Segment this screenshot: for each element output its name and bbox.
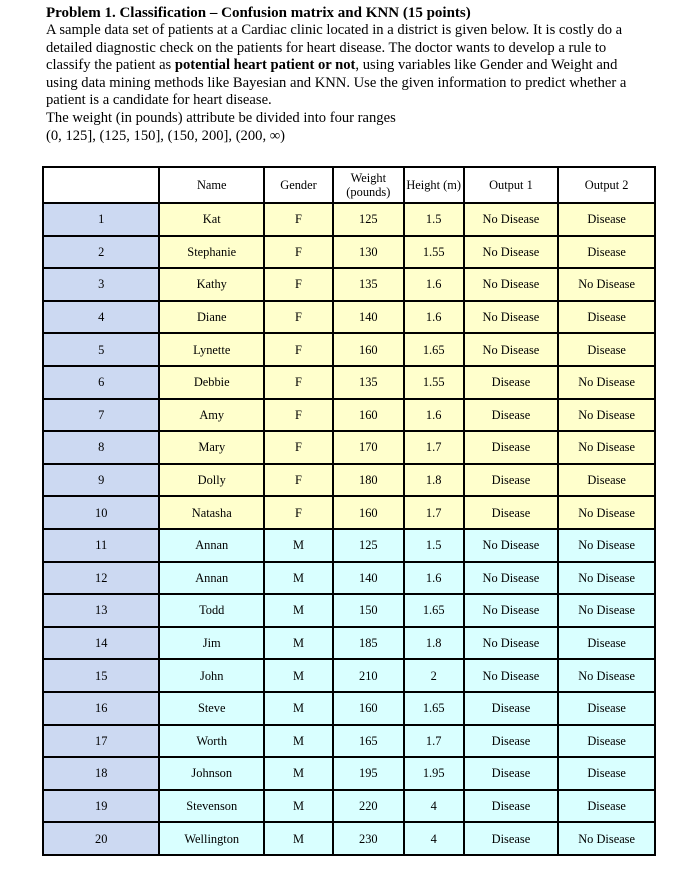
header-weight: Weight (pounds) bbox=[334, 168, 405, 204]
cell-weight: 125 bbox=[334, 204, 405, 237]
patient-data-table bbox=[42, 166, 656, 856]
cell-weight: 160 bbox=[334, 693, 405, 726]
table-row bbox=[44, 432, 656, 465]
header-index bbox=[44, 168, 160, 204]
intro-text-start: A sample data set of patients at a Cardiac clinic located in a district is given below. It is costly do a detailed diagnostic check on the patients for heart disease. The doctor wants to develop a rule to classify the patient as bbox=[46, 22, 623, 74]
cell-output-1: Disease bbox=[465, 791, 560, 824]
cell-gender: F bbox=[265, 269, 334, 302]
cell-gender: F bbox=[265, 204, 334, 237]
cell-output-1: Disease bbox=[465, 497, 560, 530]
cell-gender: M bbox=[265, 758, 334, 791]
row-index: 17 bbox=[44, 726, 160, 759]
cell-gender: F bbox=[265, 367, 334, 400]
intro-text-end: , using variables like Gender and Weight and using data mining methods like Bayesian and KNN. Use the given information to predict whether a patient is a candidate for heart disease. bbox=[46, 57, 627, 109]
problem-title: Problem 1. Classification – Confusion matrix and KNN (15 points) bbox=[46, 5, 471, 21]
cell-weight: 160 bbox=[334, 400, 405, 433]
row-index: 7 bbox=[44, 400, 160, 433]
cell-weight: 165 bbox=[334, 726, 405, 759]
cell-height: 4 bbox=[405, 823, 465, 856]
cell-output-1: Disease bbox=[465, 465, 560, 498]
cell-height: 1.55 bbox=[405, 367, 465, 400]
cell-name: Natasha bbox=[160, 497, 265, 530]
table-row bbox=[44, 367, 656, 400]
cell-weight: 160 bbox=[334, 497, 405, 530]
cell-name: Wellington bbox=[160, 823, 265, 856]
row-index: 5 bbox=[44, 334, 160, 367]
cell-output-1: Disease bbox=[465, 726, 560, 759]
cell-output-1: Disease bbox=[465, 823, 560, 856]
cell-gender: M bbox=[265, 823, 334, 856]
cell-output-2: Disease bbox=[559, 693, 656, 726]
cell-height: 1.5 bbox=[405, 204, 465, 237]
cell-weight: 140 bbox=[334, 563, 405, 596]
cell-output-2: No Disease bbox=[559, 497, 656, 530]
cell-gender: M bbox=[265, 791, 334, 824]
cell-height: 1.7 bbox=[405, 726, 465, 759]
cell-name: Debbie bbox=[160, 367, 265, 400]
cell-output-1: Disease bbox=[465, 432, 560, 465]
cell-weight: 220 bbox=[334, 791, 405, 824]
cell-output-1: No Disease bbox=[465, 595, 560, 628]
table-row bbox=[44, 660, 656, 693]
cell-gender: M bbox=[265, 563, 334, 596]
weight-ranges: (0, 125], (125, 150], (150, 200], (200, ∞) bbox=[46, 127, 286, 144]
cell-output-1: No Disease bbox=[465, 334, 560, 367]
cell-height: 1.6 bbox=[405, 302, 465, 335]
cell-output-1: No Disease bbox=[465, 628, 560, 661]
cell-height: 1.8 bbox=[405, 628, 465, 661]
cell-output-2: Disease bbox=[559, 334, 656, 367]
cell-height: 1.65 bbox=[405, 693, 465, 726]
cell-output-2: No Disease bbox=[559, 660, 656, 693]
row-index: 11 bbox=[44, 530, 160, 563]
header-name: Name bbox=[160, 168, 265, 204]
cell-output-2: No Disease bbox=[559, 269, 656, 302]
cell-output-1: Disease bbox=[465, 693, 560, 726]
cell-name: Kat bbox=[160, 204, 265, 237]
cell-weight: 135 bbox=[334, 367, 405, 400]
cell-gender: M bbox=[265, 530, 334, 563]
row-index: 16 bbox=[44, 693, 160, 726]
cell-weight: 140 bbox=[334, 302, 405, 335]
cell-output-1: No Disease bbox=[465, 237, 560, 270]
cell-output-1: No Disease bbox=[465, 302, 560, 335]
header-height: Height (m) bbox=[405, 168, 465, 204]
cell-weight: 130 bbox=[334, 237, 405, 270]
problem-intro bbox=[46, 22, 646, 110]
cell-name: Kathy bbox=[160, 269, 265, 302]
table-row bbox=[44, 823, 656, 856]
header-gender: Gender bbox=[265, 168, 334, 204]
table-row bbox=[44, 497, 656, 530]
cell-output-2: Disease bbox=[559, 465, 656, 498]
cell-gender: F bbox=[265, 465, 334, 498]
row-index: 8 bbox=[44, 432, 160, 465]
row-index: 14 bbox=[44, 628, 160, 661]
cell-height: 1.55 bbox=[405, 237, 465, 270]
cell-height: 1.8 bbox=[405, 465, 465, 498]
cell-height: 1.65 bbox=[405, 334, 465, 367]
problem-statement bbox=[46, 4, 646, 145]
cell-output-2: Disease bbox=[559, 791, 656, 824]
row-index: 10 bbox=[44, 497, 160, 530]
cell-name: Lynette bbox=[160, 334, 265, 367]
row-index: 3 bbox=[44, 269, 160, 302]
cell-height: 1.6 bbox=[405, 400, 465, 433]
row-index: 4 bbox=[44, 302, 160, 335]
cell-output-2: Disease bbox=[559, 204, 656, 237]
cell-output-2: Disease bbox=[559, 758, 656, 791]
cell-gender: F bbox=[265, 302, 334, 335]
cell-name: Steve bbox=[160, 693, 265, 726]
table-row bbox=[44, 563, 656, 596]
table-header-row bbox=[44, 168, 656, 204]
cell-gender: F bbox=[265, 432, 334, 465]
table-row bbox=[44, 791, 656, 824]
table-row bbox=[44, 204, 656, 237]
cell-weight: 185 bbox=[334, 628, 405, 661]
cell-gender: M bbox=[265, 628, 334, 661]
header-output-1: Output 1 bbox=[465, 168, 560, 204]
table-row bbox=[44, 302, 656, 335]
header-output-2: Output 2 bbox=[559, 168, 656, 204]
cell-output-2: No Disease bbox=[559, 400, 656, 433]
cell-output-1: No Disease bbox=[465, 269, 560, 302]
table-row bbox=[44, 237, 656, 270]
row-index: 6 bbox=[44, 367, 160, 400]
cell-height: 1.95 bbox=[405, 758, 465, 791]
cell-output-1: Disease bbox=[465, 367, 560, 400]
cell-height: 1.6 bbox=[405, 563, 465, 596]
cell-weight: 210 bbox=[334, 660, 405, 693]
row-index: 1 bbox=[44, 204, 160, 237]
cell-name: Amy bbox=[160, 400, 265, 433]
cell-height: 1.7 bbox=[405, 497, 465, 530]
row-index: 2 bbox=[44, 237, 160, 270]
table-row bbox=[44, 595, 656, 628]
table-row bbox=[44, 530, 656, 563]
cell-gender: F bbox=[265, 237, 334, 270]
cell-name: Jim bbox=[160, 628, 265, 661]
cell-output-2: No Disease bbox=[559, 563, 656, 596]
cell-height: 1.6 bbox=[405, 269, 465, 302]
cell-output-2: Disease bbox=[559, 628, 656, 661]
cell-height: 2 bbox=[405, 660, 465, 693]
cell-name: Stevenson bbox=[160, 791, 265, 824]
cell-height: 1.65 bbox=[405, 595, 465, 628]
cell-weight: 230 bbox=[334, 823, 405, 856]
cell-gender: M bbox=[265, 726, 334, 759]
cell-output-1: No Disease bbox=[465, 563, 560, 596]
cell-height: 4 bbox=[405, 791, 465, 824]
table-row bbox=[44, 269, 656, 302]
cell-output-2: No Disease bbox=[559, 367, 656, 400]
table-row bbox=[44, 726, 656, 759]
cell-gender: M bbox=[265, 660, 334, 693]
cell-name: Annan bbox=[160, 530, 265, 563]
table-row bbox=[44, 693, 656, 726]
table-row bbox=[44, 334, 656, 367]
cell-name: Mary bbox=[160, 432, 265, 465]
cell-weight: 150 bbox=[334, 595, 405, 628]
cell-output-2: No Disease bbox=[559, 432, 656, 465]
cell-output-1: Disease bbox=[465, 758, 560, 791]
cell-name: John bbox=[160, 660, 265, 693]
cell-output-1: No Disease bbox=[465, 660, 560, 693]
row-index: 20 bbox=[44, 823, 160, 856]
row-index: 15 bbox=[44, 660, 160, 693]
cell-name: Stephanie bbox=[160, 237, 265, 270]
table-row bbox=[44, 400, 656, 433]
table-row bbox=[44, 465, 656, 498]
row-index: 12 bbox=[44, 563, 160, 596]
cell-output-2: Disease bbox=[559, 302, 656, 335]
cell-gender: F bbox=[265, 334, 334, 367]
cell-gender: F bbox=[265, 497, 334, 530]
cell-height: 1.5 bbox=[405, 530, 465, 563]
cell-name: Annan bbox=[160, 563, 265, 596]
cell-name: Worth bbox=[160, 726, 265, 759]
cell-weight: 180 bbox=[334, 465, 405, 498]
row-index: 9 bbox=[44, 465, 160, 498]
cell-output-2: No Disease bbox=[559, 595, 656, 628]
cell-gender: F bbox=[265, 400, 334, 433]
weight-note: The weight (in pounds) attribute be divided into four ranges bbox=[46, 109, 396, 126]
cell-output-2: Disease bbox=[559, 726, 656, 759]
row-index: 18 bbox=[44, 758, 160, 791]
cell-weight: 170 bbox=[334, 432, 405, 465]
cell-output-1: No Disease bbox=[465, 530, 560, 563]
intro-bold-text: potential heart patient or not bbox=[174, 57, 356, 74]
cell-name: Todd bbox=[160, 595, 265, 628]
cell-output-1: No Disease bbox=[465, 204, 560, 237]
cell-output-1: Disease bbox=[465, 400, 560, 433]
row-index: 19 bbox=[44, 791, 160, 824]
cell-name: Diane bbox=[160, 302, 265, 335]
cell-name: Johnson bbox=[160, 758, 265, 791]
cell-output-2: No Disease bbox=[559, 823, 656, 856]
cell-weight: 160 bbox=[334, 334, 405, 367]
cell-name: Dolly bbox=[160, 465, 265, 498]
table-row bbox=[44, 628, 656, 661]
cell-weight: 125 bbox=[334, 530, 405, 563]
cell-gender: M bbox=[265, 595, 334, 628]
cell-weight: 195 bbox=[334, 758, 405, 791]
cell-output-2: No Disease bbox=[559, 530, 656, 563]
cell-gender: M bbox=[265, 693, 334, 726]
cell-height: 1.7 bbox=[405, 432, 465, 465]
cell-output-2: Disease bbox=[559, 237, 656, 270]
cell-weight: 135 bbox=[334, 269, 405, 302]
table-row bbox=[44, 758, 656, 791]
row-index: 13 bbox=[44, 595, 160, 628]
